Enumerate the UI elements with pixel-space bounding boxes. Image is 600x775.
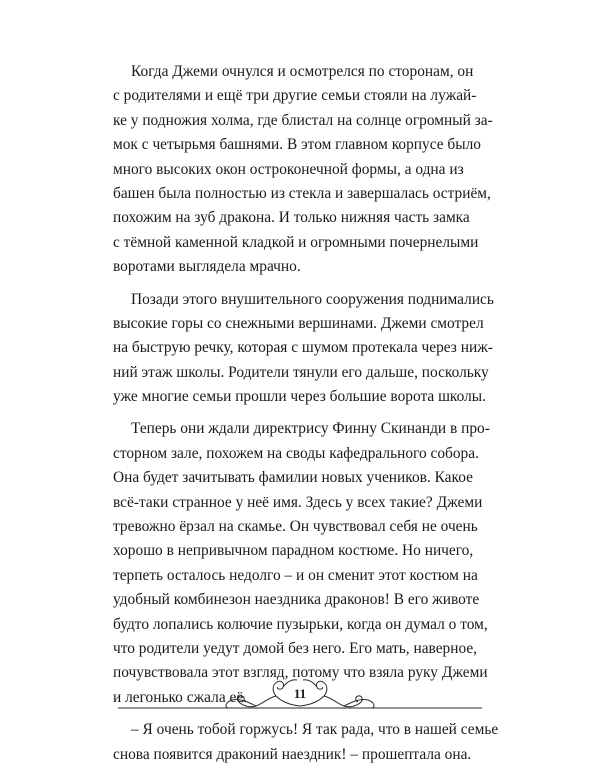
paragraph [113, 60, 493, 280]
page-folio-ornament [0, 676, 600, 716]
text-line: на быструю речку, которая с шумом протекала через ниж- [113, 339, 493, 357]
text-line: с родителями и ещё три другие семьи стояли на лужай- [113, 87, 477, 105]
text-line: мок с четырьмя башнями. В этом главном корпусе было [113, 136, 481, 154]
text-line: много высоких окон остроконечной формы, а одна из [113, 160, 464, 178]
text-line: всё-таки странное у неё имя. Здесь у всех такие? Джеми [113, 493, 483, 511]
paragraph [113, 417, 490, 710]
text-line: Позади этого внушительного сооружения поднимались [131, 290, 494, 308]
paragraph [113, 288, 494, 410]
text-line: башен была полностью из стекла и завершалась остриём, [113, 184, 491, 202]
paragraph [113, 718, 499, 767]
text-line: хорошо в непривычном парадном костюме. Но ничего, [113, 542, 474, 560]
text-line: Она будет зачитывать фамилии новых учеников. Какое [113, 469, 473, 487]
text-line: похожим на зуб дракона. И только нижняя часть замка [113, 209, 470, 227]
text-line: сторном зале, похожем на своды кафедрального собора. [113, 444, 479, 462]
text-line: ке у подножия холма, где блистал на солнце огромный за- [113, 111, 493, 129]
text-line: воротами выглядела мрачно. [113, 258, 301, 276]
text-line: терпеть осталось недолго – и он сменит этот костюм на [113, 566, 478, 584]
text-line: с тёмной каменной кладкой и огромными почернелыми [113, 233, 479, 251]
text-line: и легонько сжала её. [113, 688, 248, 706]
body-text [113, 60, 499, 775]
text-line: Когда Джеми очнулся и осмотрелся по сторонам, он [131, 63, 474, 80]
text-line: будто лопались колючие пузырьки, когда он думал о том, [113, 615, 488, 633]
text-line: высокие горы со снежными вершинами. Джеми смотрел [113, 314, 484, 332]
text-line: удобный комбинезон наездника драконов! В его животе [113, 591, 480, 609]
text-line: уже многие семьи прошли через большие ворота школы. [113, 388, 486, 406]
text-line: снова появится драконий наездник! – прошептала она. [113, 745, 472, 763]
text-line: ний этаж школы. Родители тянули его дальше, поскольку [113, 363, 489, 381]
text-line: что родители уедут домой без него. Его мать, наверное, [113, 639, 478, 657]
text-line: Теперь они ждали директрису Финну Скинанди в про- [131, 420, 490, 438]
text-line: тревожно ёрзал на скамье. Он чувствовал себя не очень [113, 518, 478, 536]
page-number: 11 [293, 686, 307, 701]
text-line: почувствовала этот взгляд, потому что взяла руку Джеми [113, 664, 488, 682]
text-line: – Я очень тобой горжусь! Я так рада, что в нашей семье [131, 721, 499, 739]
